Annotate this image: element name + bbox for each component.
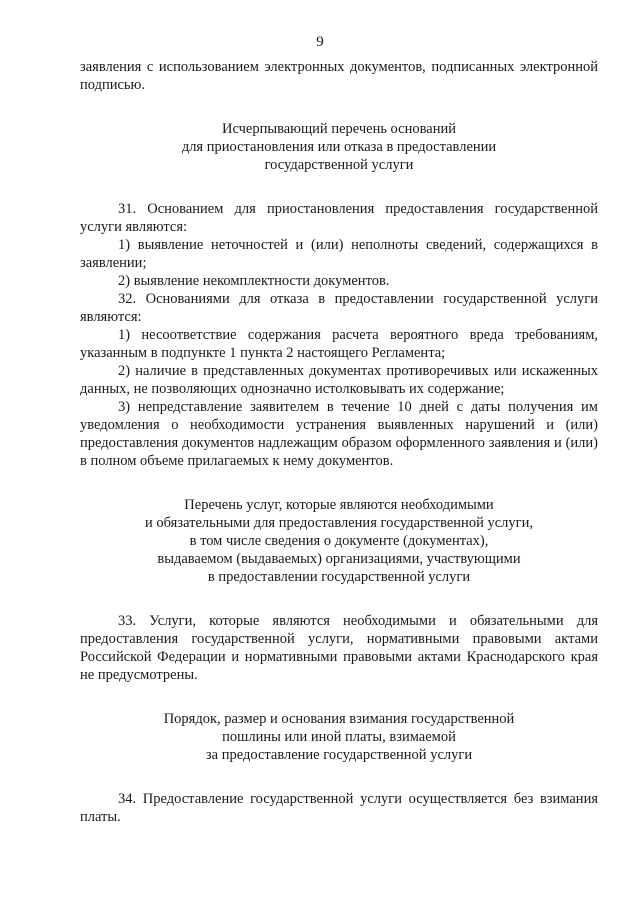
heading-line: в предоставлении государственной услуги — [207, 569, 471, 585]
spacer — [80, 586, 598, 612]
heading-line: выдаваемом (выдаваемых) организациями, участвующими — [157, 551, 521, 567]
section-heading-grounds — [80, 120, 598, 174]
paragraph-32-item-2: 2) наличие в представленных документах противоречивых или искаженных данных, не позволяющих однозначно истолковывать их содержание; — [80, 363, 598, 397]
spacer — [80, 470, 598, 496]
paragraph-32-item-1: 1) несоответствие содержания расчета вероятного вреда требованиям, указанным в подпункте 1 пункта 2 настоящего Регламента; — [80, 327, 598, 361]
heading-line: государственной услуги — [264, 157, 414, 173]
document-body — [80, 58, 598, 826]
page-number: 9 — [316, 34, 324, 50]
paragraph-31-item-1: 1) выявление неточностей и (или) неполноты сведений, содержащихся в заявлении; — [80, 237, 598, 271]
paragraph-32-item-3: 3) непредставление заявителем в течение 10 дней с даты получения им уведомления о необходимости устранения выявленных нарушений и (или) предоставления документов надлежащим образом оформленного заявления и (или) в полном объеме прилагаемых к нему документов. — [80, 399, 598, 469]
section-heading-fee — [80, 710, 598, 764]
section-heading-services — [80, 496, 598, 586]
heading-line: за предоставление государственной услуги — [205, 747, 473, 763]
heading-line: для приостановления или отказа в предоставлении — [181, 139, 497, 155]
heading-line: Исчерпывающий перечень оснований — [221, 121, 456, 137]
paragraph-34: 34. Предоставление государственной услуги осуществляется без взимания платы. — [80, 791, 598, 825]
paragraph-32: 32. Основаниями для отказа в предоставлении государственной услуги являются: — [80, 291, 598, 325]
heading-line: пошлины или иной платы, взимаемой — [222, 729, 456, 745]
paragraph-31-item-2: 2) выявление некомплектности документов. — [118, 273, 390, 289]
spacer — [80, 684, 598, 710]
paragraph-31: 31. Основанием для приостановления предоставления государственной услуги являются: — [80, 201, 598, 235]
heading-line: Перечень услуг, которые являются необходимыми — [184, 497, 494, 513]
spacer — [80, 94, 598, 120]
heading-line: в том числе сведения о документе (документах), — [189, 533, 489, 549]
intro-paragraph: заявления с использованием электронных документов, подписанных электронной подписью. — [80, 59, 598, 93]
heading-line: и обязательными для предоставления государственной услуги, — [145, 515, 533, 531]
heading-line: Порядок, размер и основания взимания государственной — [163, 711, 515, 727]
spacer — [80, 764, 598, 790]
spacer — [80, 174, 598, 200]
paragraph-33: 33. Услуги, которые являются необходимыми и обязательными для предоставления государственной услуги, нормативными правовыми актами Российской Федерации и нормативными правовыми актами Краснодарского края не предусмотрены. — [80, 613, 598, 683]
